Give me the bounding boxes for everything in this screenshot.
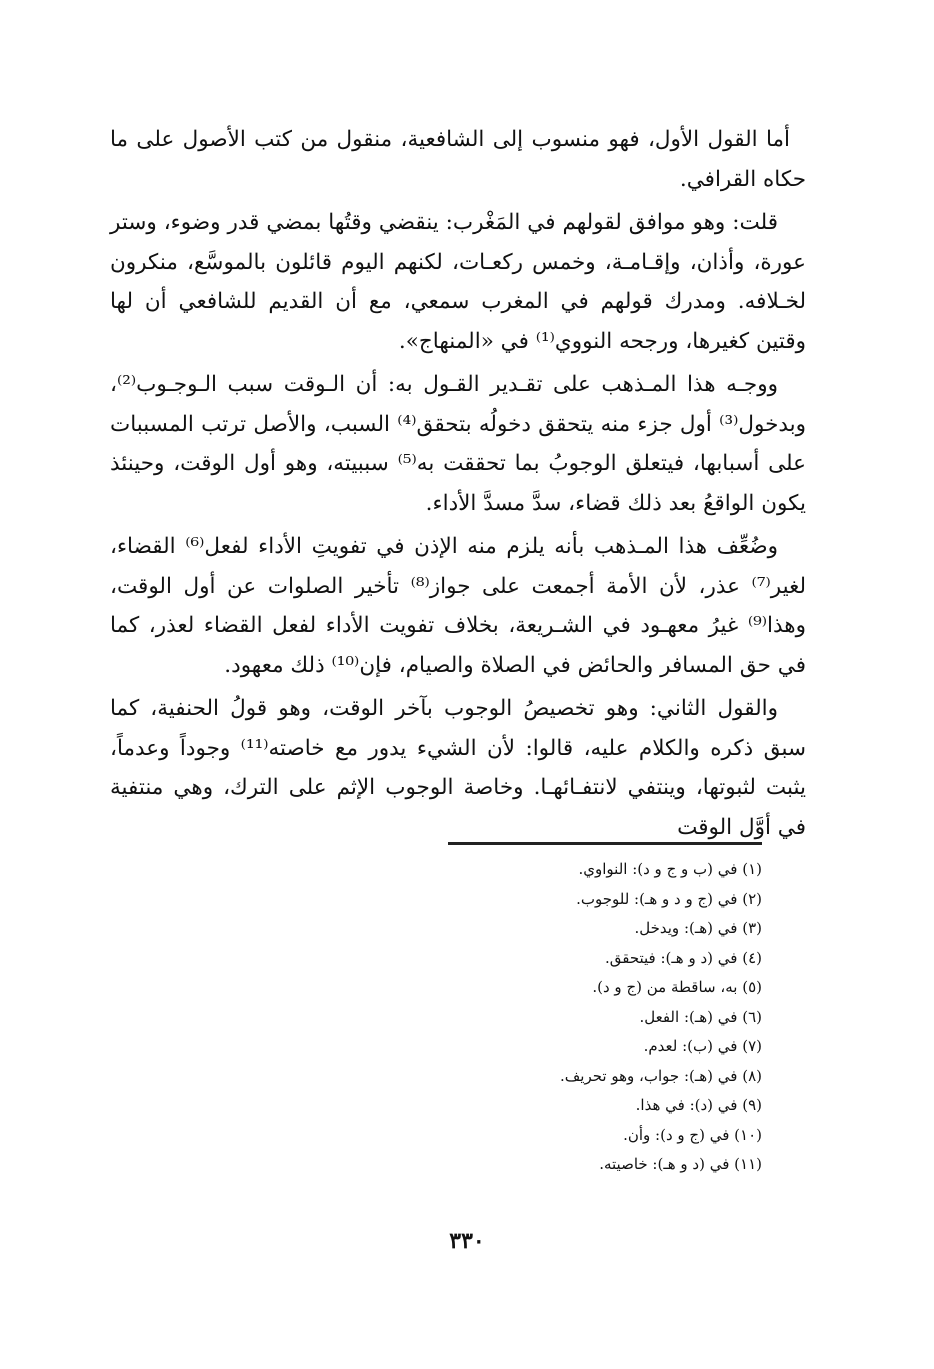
paragraph-weakening: وضُعِّف هذا المـذهب بأنه يلزم منه الإذن في تفويتِ الأداء لفعل⁽⁶⁾ القضاء، لغير⁽⁷⁾ عذر، لأن الأمة أجمعت على جواز⁽⁸⁾ تأخير الصلوات عن أول الوقت، وهذا⁽⁹⁾ غيرُ معهـود في الشـريعة، بخلاف تفويت الأداء لفعل القضاء لعذر، كما في حق المسافر والحائض في الصلاة والصيام، فإن⁽¹⁰⁾ ذلك معهود. — [110, 534, 806, 678]
footnote-item: (١) في (ب و ج و د): النواوي. — [578, 860, 762, 878]
footnote-item: (٣) في (هـ): ويدخل. — [634, 919, 762, 937]
main-text — [110, 120, 806, 851]
page-number: ٣٣٠ — [449, 1228, 485, 1254]
footnote-item: (٥) به، ساقطة من (ج و د). — [592, 978, 762, 996]
paragraph-maghrib-ruling: قلت: وهو موافق لقولهم في المَغْرب: ينقضي وقتُها بمضي قدر وضوء، وستر عورة، وأذان، وإقـامـة، وخمس ركعـات، لكنهم اليوم قائلون بالموسَّع، منكرون لخـلافه. ومدرك قولهم في المغرب سمعي، مع أن القديم للشافعي أن لها وقتين كغيرها، ورجحه النووي⁽¹⁾ في «المنهاج». — [110, 210, 806, 354]
footnote-item: (١٠) في (ج و د): وأن. — [623, 1125, 762, 1144]
paragraph-school-reasoning: ووجـه هذا المـذهب على تقـدير القـول به: أن الـوقت سبب الـوجـوب⁽²⁾، وبدخول⁽³⁾ أول جزء منه يتحقق دخولُه بتحقق⁽⁴⁾ السبب، والأصل ترتب المسببات على أسبابها، فيتعلق الوجوبُ بما تحققت به⁽⁵⁾ سببيته، وهو أول الوقت، وحينئذ يكون الواقعُ بعد ذلك قضاء، سدَّ مسدَّ الأداء. — [110, 372, 807, 516]
footnote-item: (٨) في (هـ): جواب، وهو تحريف. — [559, 1066, 762, 1085]
footnote-item: (١١) في (د و هـ): خاصيته. — [599, 1155, 762, 1173]
footnote-item: (٢) في (ج و د و هـ): للوجوب. — [576, 889, 762, 908]
footnote-item: (٩) في (د): في هذا. — [635, 1096, 762, 1114]
footnote-item: (٦) في (هـ): الفعل. — [639, 1007, 762, 1026]
footnotes-list — [342, 855, 762, 1180]
footnote-item: (٧) في (ب): لعدم. — [643, 1037, 762, 1055]
footnote-separator — [448, 842, 762, 845]
paragraph-second-opinion: والقول الثاني: وهو تخصيصُ الوجوب بآخر الوقت، وهو قولُ الحنفية، كما سبق ذكره والكلام عليه، قالوا: لأن الشيء يدور مع خاصته⁽¹¹⁾ وجوداً وعدماً، يثبت لثبوتها، وينتفي لانتفـائهـا. وخاصة الوجوب الإثم على الترك، وهي منتفية في أوَّل الوقت — [110, 696, 807, 840]
paragraph-first-opinion: أما القول الأول، فهو منسوب إلى الشافعية، منقول من كتب الأصول على ما حكاه القرافي. — [110, 127, 806, 192]
footnote-item: (٤) في (د و هـ): فيتحقق. — [604, 948, 762, 967]
